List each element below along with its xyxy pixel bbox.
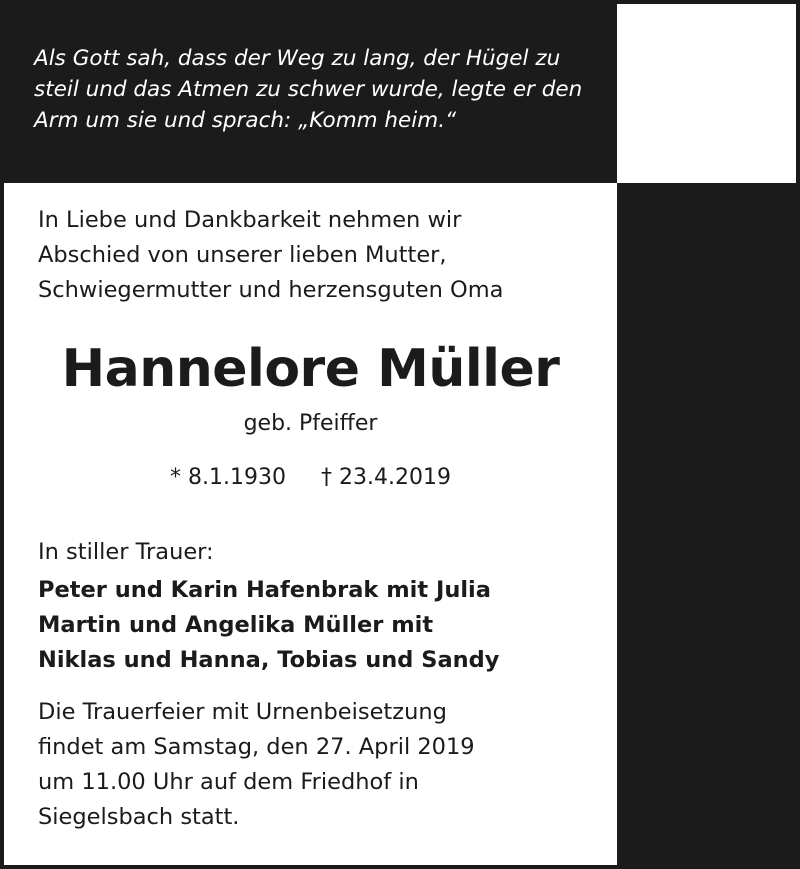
intro-text [38,203,608,308]
mourners-line: Niklas und Hanna, Tobias und Sandy [38,647,500,673]
mourners-label-text: In stiller Trauer: [38,539,214,565]
quote-text [34,43,614,136]
birth-date: * 8.1.1930 [170,465,286,490]
service-line: um 11.00 Uhr auf dem Friedhof in [38,769,419,795]
service-line: Die Trauerfeier mit Urnenbeisetzung [38,699,447,725]
mourners-line: Peter und Karin Hafenbrak mit Julia [38,577,491,603]
service-line: Siegelsbach statt. [38,804,240,830]
service-line: findet am Samstag, den 27. April 2019 [38,734,475,760]
notice-panel [4,183,617,865]
mourners-line: Martin und Angelika Müller mit [38,612,434,638]
intro-line: Schwiegermutter und herzensguten Oma [38,277,504,303]
service-info [38,695,608,835]
intro-line: In Liebe und Dankbarkeit nehmen wir [38,207,462,233]
quote-line: Arm um sie und sprach: „Komm heim.“ [34,108,457,133]
corner-white-box [617,4,796,183]
quote-band [0,0,617,183]
intro-line: Abschied von unserer lieben Mutter, [38,242,447,268]
maiden-name: geb. Pfeiffer [243,411,378,436]
quote-line: steil und das Atmen zu schwer wurde, legte er den [34,77,583,102]
mourners-list [38,573,608,678]
death-date: † 23.4.2019 [321,465,451,490]
life-dates [4,465,617,490]
deceased-name: Hannelore Müller [61,339,560,399]
mourners-label [38,535,608,570]
quote-line: Als Gott sah, dass der Weg zu lang, der Hügel zu [34,46,561,71]
